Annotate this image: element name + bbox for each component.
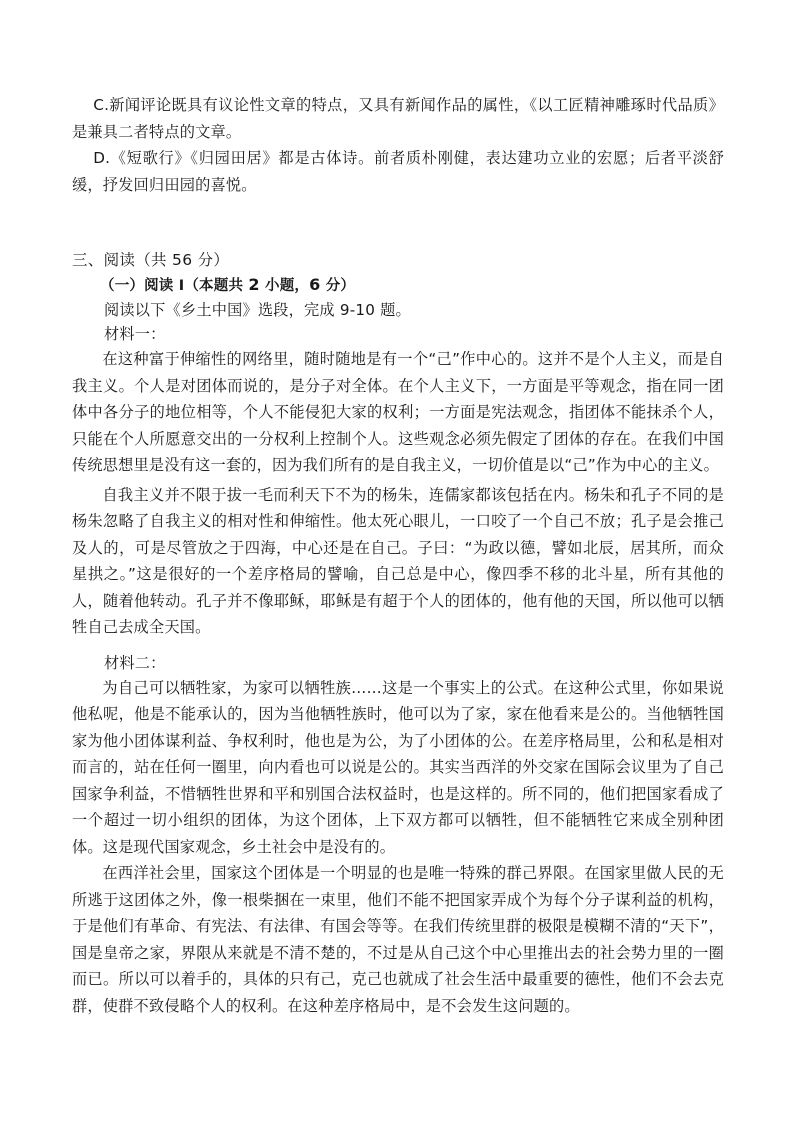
sub-title-score: 6 xyxy=(309,275,321,294)
sub-title-suffix: 分） xyxy=(325,278,356,294)
material-2-paragraph: 为自己可以牺牲家，为家可以牺牲族……这是一个事实上的公式。在这种公式里，你如果说他私呢，他是不能承认的，因为当他牺牲族时，他可以为了家，家在他看来是公的。当他牺牲国家为他小团体谋利益、争权利时，他也是为公，为了小团体的公。在差序格局里，公和私是相对而言的，站在任何一圈里，向内看也可以说是公的。其实当西洋的外交家在国际会议里为了自己国家争利益，不惜牺牲世界和平和别国合法权益时，也是这样的。所不同的，他们把国家看成了一个超过一切小组织的团体，为这个团体，上下双方都可以牺牲，但不能牺牲它来成全别种团体。这是现代国家观念，乡土社会中是没有的。 xyxy=(72,678,724,856)
sub-title-mid: 小题， xyxy=(265,278,310,294)
sub-section-title xyxy=(72,273,724,298)
material-1-paragraph: 在这种富于伸缩性的网络里，随时随地是有一个“己”作中心的。这并不是个人主义，而是自我主义。个人是对团体而说的，是分子对全体。在个人主义下，一方面是平等观念，指在同一团体中各分子的地位相等，个人不能侵犯大家的权利；一方面是宪法观念，指团体不能抹杀个人，只能在个人所愿意交出的一分权利上控制个人。这些观念必须先假定了团体的存在。在我们中国传统思想里是没有这一套的，因为我们所有的是自我主义，一切价值是以“己”作为中心的主义。 xyxy=(72,350,724,474)
reading-instruction: 阅读以下《乡土中国》选段，完成 9-10 题。 xyxy=(104,301,411,319)
exam-page xyxy=(72,92,724,1019)
material-1-label: 材料一： xyxy=(104,325,166,343)
material-1-paragraph: 自我主义并不限于拔一毛而利天下不为的杨朱，连儒家都该包括在内。杨朱和孔子不同的是杨朱忽略了自我主义的相对性和伸缩性。他太死心眼儿，一口咬了一个自己不放；孔子是会推己及人的，可是尽管放之于四海，中心还是在自己。子曰：“为政以德，譬如北辰，居其所，而众星拱之。”这是很好的一个差序格局的譬喻，自己总是中心，像四季不移的北斗星，所有其他的人，随着他转动。孔子并不像耶稣，耶稣是有超于个人的团体的，他有他的天国，所以他可以牺牲自己去成全天国。 xyxy=(72,485,724,636)
option-c: C.新闻评论既具有议论性文章的特点，又具有新闻作品的属性，《以工匠精神雕琢时代品质》是兼具二者特点的文章。 xyxy=(72,96,724,141)
material-2-paragraph: 在西洋社会里，国家这个团体是一个明显的也是唯一特殊的群己界限。在国家里做人民的无所逃于这团体之外，像一根柴捆在一束里，他们不能不把国家弄成个为每个分子谋利益的机构，于是他们有革命、有宪法、有法律、有国会等等。在我们传统里群的极限是模糊不清的“天下”，国是皇帝之家，界限从来就是不清不楚的，不过是从自己这个中心里推出去的社会势力里的一圈而已。所以可以着手的，具体的只有己，克己也就成了社会生活中最重要的德性，他们不会去克群，使群不致侵略个人的权利。在这种差序格局中，是不会发生这问题的。 xyxy=(72,864,724,1015)
sub-title-prefix: （一）阅读 I（本题共 xyxy=(100,278,244,294)
option-d: D.《短歌行》《归园田居》都是古体诗。前者质朴刚健，表达建功立业的宏愿；后者平淡舒缓，抒发回归田园的喜悦。 xyxy=(72,149,724,194)
material-2-label: 材料二： xyxy=(104,653,166,672)
section-title: 三、阅读（共 56 分） xyxy=(72,251,230,269)
sub-title-count: 2 xyxy=(248,275,260,294)
